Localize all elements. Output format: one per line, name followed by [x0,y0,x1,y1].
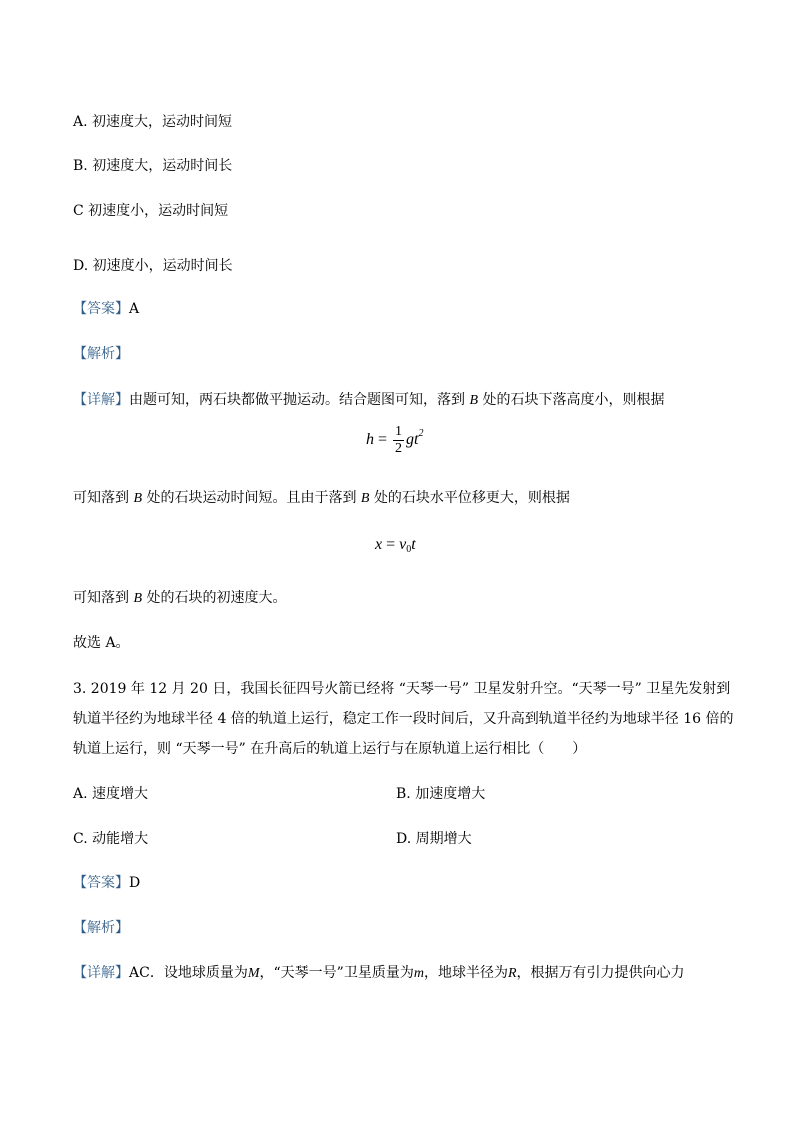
formula-var: gt [406,431,419,449]
detail-tag: 【详解】 [73,965,129,981]
q3-option-c: C. 动能增大 [73,831,149,847]
formula-var: t [411,536,416,553]
answer-value: D [129,875,141,891]
detail-text: 由题可知，两石块都做平抛运动。结合题图可知，落到 [129,392,465,408]
detail-text: 处的石块运动时间短。且由于落到 [146,490,357,506]
formula-exponent: 2 [418,428,424,440]
detail-text: 处的石块的初速度大。 [146,590,287,606]
q2-option-d: D. 初速度小，运动时间长 [73,258,233,274]
detail-text: 可知落到 [73,490,129,506]
q3-stem-line2: 轨道半径约为地球半径 4 倍的轨道上运行，稳定工作一段时间后，又升高到轨道半径约为地球半径 16 倍的 [73,711,734,727]
q2-analysis [73,344,129,364]
q3-option-d: D. 周期增大 [396,831,472,847]
q2-detail-line2 [73,488,570,509]
detail-text: 处的石块下落高度小，则根据 [482,392,665,408]
fraction-numerator: 1 [395,424,403,439]
var-b: B [133,591,143,606]
q3-answer [73,873,140,893]
answer-tag: 【答案】 [73,301,129,317]
detail-text: ，“天琴一号”卫星质量为 [259,965,414,981]
q2-option-a: A. 初速度大，运动时间短 [73,114,233,130]
analysis-tag: 【解析】 [73,920,129,936]
var-b: B [360,491,370,506]
analysis-tag: 【解析】 [73,346,129,362]
q2-option-c: C 初速度小，运动时间短 [73,203,229,219]
q2-option-b: B. 初速度大，运动时间长 [73,158,233,174]
formula-subscript: 0 [406,544,412,555]
formula-var: v [399,536,407,553]
var-earth-mass: M [247,966,260,981]
q2-detail-line1 [73,390,664,411]
q2-answer [73,299,139,319]
var-b: B [469,393,479,408]
var-earth-radius: R [507,966,517,981]
q3-option-b: B. 加速度增大 [396,786,486,802]
formula-free-fall [366,424,423,457]
q3-stem-line3: 轨道上运行，则 “天琴一号” 在升高后的轨道上运行与在原轨道上运行相比（ ） [73,741,587,757]
q3-detail-line1 [73,963,685,984]
detail-text: ，根据万有引力提供向心力 [516,965,685,981]
var-b: B [133,491,143,506]
q2-detail-line3 [73,588,286,609]
q2-conclusion: 故选 A。 [73,635,130,651]
detail-text: ，地球半径为 [423,965,508,981]
q3-stem-line1: 3. 2019 年 12 月 20 日，我国长征四号火箭已经将 “天琴一号” 卫星发射升空。“天琴一号” 卫星先发射到 [73,681,731,697]
detail-tag: 【详解】 [73,392,129,408]
detail-text: 处的石块水平位移更大，则根据 [373,490,570,506]
formula-horizontal [375,536,416,555]
detail-text: 可知落到 [73,590,129,606]
detail-text: AC．设地球质量为 [129,965,248,981]
answer-value: A [129,301,140,317]
formula-eq: = [386,536,396,553]
formula-fraction [393,424,404,457]
formula-var: h [366,431,374,449]
formula-var: x [375,536,383,553]
answer-tag: 【答案】 [73,875,129,891]
formula-eq: = [378,431,388,449]
var-satellite-mass: m [413,966,424,981]
q3-option-a: A. 速度增大 [73,786,149,802]
q3-analysis [73,918,129,938]
fraction-denominator: 2 [395,441,403,456]
